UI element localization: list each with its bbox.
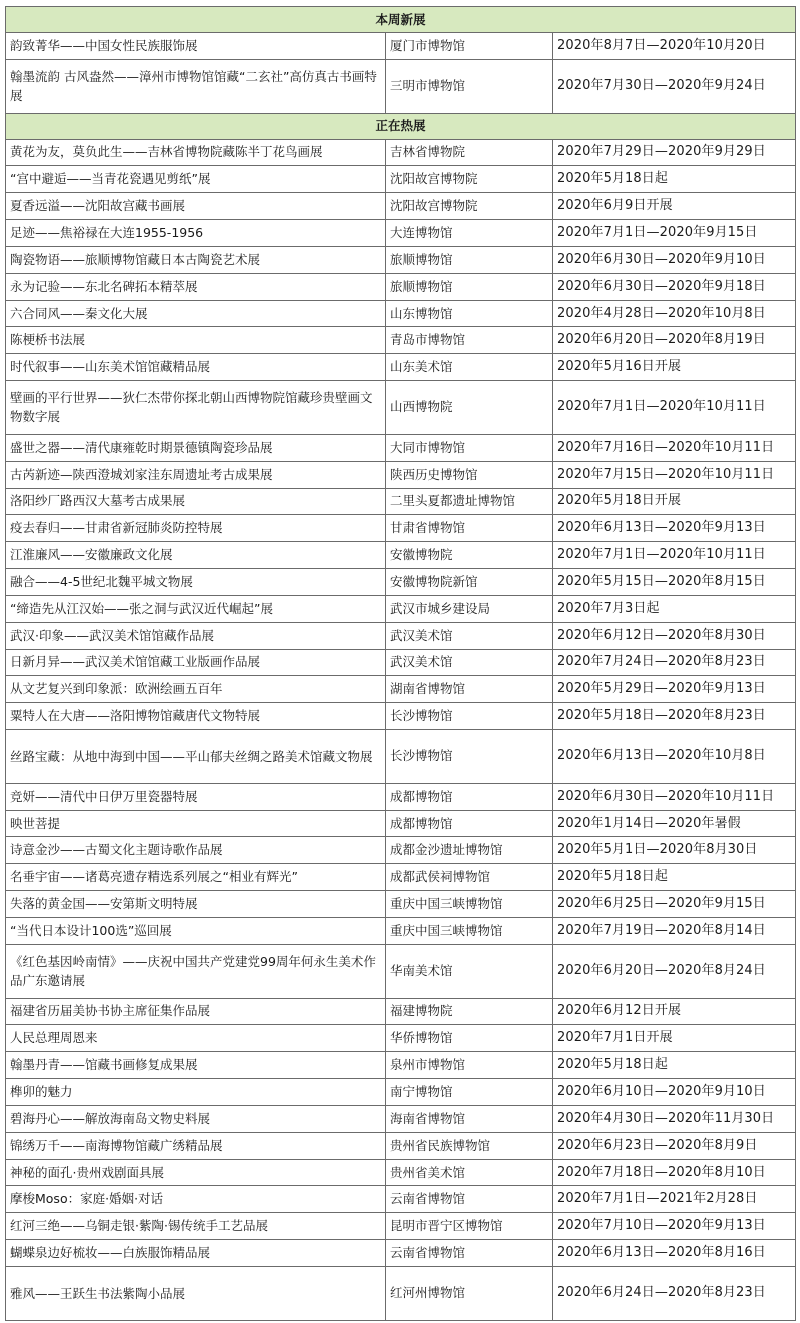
exhibition-name: 韵致菁华——中国女性民族服饰展: [6, 33, 386, 60]
exhibition-name: 福建省历届美协书协主席征集作品展: [6, 998, 386, 1025]
table-row: [6, 1052, 796, 1079]
exhibition-name: 夏香远溢——沈阳故宫藏书画展: [6, 193, 386, 220]
table-row: [6, 1266, 796, 1320]
table-row: [6, 381, 796, 435]
museum-name: 湖南省博物馆: [386, 676, 553, 703]
museum-name: 南宁博物馆: [386, 1079, 553, 1106]
exhibition-date: 2020年5月29日—2020年9月13日: [553, 676, 796, 703]
exhibition-date: 2020年6月13日—2020年8月16日: [553, 1240, 796, 1267]
exhibition-date: 2020年7月1日—2020年10月11日: [553, 542, 796, 569]
exhibition-date: 2020年5月18日开展: [553, 488, 796, 515]
exhibition-date: 2020年7月24日—2020年8月23日: [553, 649, 796, 676]
museum-name: 重庆中国三峡博物馆: [386, 891, 553, 918]
exhibition-date: 2020年7月10日—2020年9月13日: [553, 1213, 796, 1240]
section-header: [6, 7, 796, 33]
table-row: [6, 998, 796, 1025]
museum-name: 沈阳故宫博物院: [386, 166, 553, 193]
exhibition-date: 2020年7月3日起: [553, 595, 796, 622]
museum-name: 成都武侯祠博物馆: [386, 864, 553, 891]
exhibition-name: 丝路宝藏：从地中海到中国——平山郁夫丝绸之路美术馆藏文物展: [6, 730, 386, 784]
museum-name: 长沙博物馆: [386, 703, 553, 730]
exhibition-name: 日新月异——武汉美术馆馆藏工业版画作品展: [6, 649, 386, 676]
museum-name: 成都博物馆: [386, 810, 553, 837]
table-row: [6, 273, 796, 300]
exhibition-date: 2020年6月10日—2020年9月10日: [553, 1079, 796, 1106]
table-row: [6, 918, 796, 945]
exhibition-date: 2020年5月18日起: [553, 166, 796, 193]
museum-name: 华侨博物馆: [386, 1025, 553, 1052]
exhibition-date: 2020年8月7日—2020年10月20日: [553, 33, 796, 60]
museum-name: 安徽博物院: [386, 542, 553, 569]
museum-name: 二里头夏都遗址博物馆: [386, 488, 553, 515]
museum-name: 红河州博物馆: [386, 1266, 553, 1320]
table-row: [6, 166, 796, 193]
exhibition-name: 粟特人在大唐——洛阳博物馆藏唐代文物特展: [6, 703, 386, 730]
table-row: [6, 300, 796, 327]
table-row: [6, 220, 796, 247]
exhibition-name: 翰墨丹青——馆藏书画修复成果展: [6, 1052, 386, 1079]
museum-name: 山东美术馆: [386, 354, 553, 381]
table-row: [6, 1079, 796, 1106]
table-row: [6, 193, 796, 220]
exhibition-name: 盛世之器——清代康雍乾时期景德镇陶瓷珍品展: [6, 434, 386, 461]
museum-name: 武汉美术馆: [386, 649, 553, 676]
exhibition-date: 2020年6月20日—2020年8月24日: [553, 944, 796, 998]
museum-name: 贵州省美术馆: [386, 1159, 553, 1186]
museum-name: 云南省博物馆: [386, 1186, 553, 1213]
exhibition-date: 2020年6月12日—2020年8月30日: [553, 622, 796, 649]
exhibition-name: 永为记验——东北名碑拓本精萃展: [6, 273, 386, 300]
exhibition-name: 映世菩提: [6, 810, 386, 837]
exhibition-date: 2020年4月28日—2020年10月8日: [553, 300, 796, 327]
exhibition-date: 2020年6月30日—2020年10月11日: [553, 783, 796, 810]
exhibition-date: 2020年1月14日—2020年暑假: [553, 810, 796, 837]
table-row: [6, 1105, 796, 1132]
exhibition-date: 2020年7月30日—2020年9月24日: [553, 59, 796, 113]
exhibition-date: 2020年7月1日开展: [553, 1025, 796, 1052]
museum-name: 武汉美术馆: [386, 622, 553, 649]
exhibition-date: 2020年6月30日—2020年9月18日: [553, 273, 796, 300]
table-row: [6, 622, 796, 649]
museum-name: 重庆中国三峡博物馆: [386, 918, 553, 945]
table-row: [6, 783, 796, 810]
exhibition-date: 2020年5月18日起: [553, 864, 796, 891]
exhibition-name: 时代叙事——山东美术馆馆藏精品展: [6, 354, 386, 381]
museum-name: 泉州市博物馆: [386, 1052, 553, 1079]
museum-name: 大连博物馆: [386, 220, 553, 247]
exhibition-name: 竞妍——清代中日伊万里瓷器特展: [6, 783, 386, 810]
exhibition-name: 失落的黄金国——安第斯文明特展: [6, 891, 386, 918]
exhibition-name: 武汉·印象——武汉美术馆馆藏作品展: [6, 622, 386, 649]
table-row: [6, 1132, 796, 1159]
exhibition-name: 人民总理周恩来: [6, 1025, 386, 1052]
exhibition-name: “缔造先从江汉始——张之洞与武汉近代崛起”展: [6, 595, 386, 622]
table-row: [6, 810, 796, 837]
exhibition-name: 从文艺复兴到印象派：欧洲绘画五百年: [6, 676, 386, 703]
exhibition-name: 诗意金沙——古蜀文化主题诗歌作品展: [6, 837, 386, 864]
table-row: [6, 59, 796, 113]
exhibition-name: 《红色基因岭南情》——庆祝中国共产党建党99周年何永生美术作品广东邀请展: [6, 944, 386, 998]
exhibition-name: 融合——4-5世纪北魏平城文物展: [6, 569, 386, 596]
exhibition-name: 壁画的平行世界——狄仁杰带你探北朝山西博物院馆藏珍贵壁画文物数字展: [6, 381, 386, 435]
exhibition-date: 2020年6月30日—2020年9月10日: [553, 246, 796, 273]
exhibition-name: 红河三绝——乌铜走银·紫陶·锡传统手工艺品展: [6, 1213, 386, 1240]
table-row: [6, 139, 796, 166]
exhibition-date: 2020年7月15日—2020年10月11日: [553, 461, 796, 488]
section-title: 正在热展: [6, 113, 796, 139]
table-row: [6, 864, 796, 891]
table-row: [6, 944, 796, 998]
museum-name: 旅顺博物馆: [386, 246, 553, 273]
table-row: [6, 676, 796, 703]
exhibition-date: 2020年6月20日—2020年8月19日: [553, 327, 796, 354]
museum-name: 贵州省民族博物馆: [386, 1132, 553, 1159]
table-row: [6, 542, 796, 569]
exhibition-name: 摩梭Moso：家庭·婚姻·对话: [6, 1186, 386, 1213]
exhibition-name: 蝴蝶泉边好梳妆——白族服饰精品展: [6, 1240, 386, 1267]
exhibition-date: 2020年7月1日—2021年2月28日: [553, 1186, 796, 1213]
exhibition-date: 2020年5月18日起: [553, 1052, 796, 1079]
museum-name: 旅顺博物馆: [386, 273, 553, 300]
table-row: [6, 1025, 796, 1052]
table-row: [6, 891, 796, 918]
exhibition-name: 陈梗桥书法展: [6, 327, 386, 354]
table-row: [6, 461, 796, 488]
exhibition-name: 陶瓷物语——旅顺博物馆藏日本古陶瓷艺术展: [6, 246, 386, 273]
museum-name: 厦门市博物馆: [386, 33, 553, 60]
exhibition-table: [5, 6, 795, 1321]
exhibition-date: 2020年5月15日—2020年8月15日: [553, 569, 796, 596]
museum-name: 安徽博物院新馆: [386, 569, 553, 596]
table-row: [6, 1159, 796, 1186]
museum-name: 山西博物院: [386, 381, 553, 435]
museum-name: 大同市博物馆: [386, 434, 553, 461]
section-header: [6, 113, 796, 139]
exhibition-date: 2020年6月23日—2020年8月9日: [553, 1132, 796, 1159]
table-row: [6, 1213, 796, 1240]
table-row: [6, 434, 796, 461]
museum-name: 武汉市城乡建设局: [386, 595, 553, 622]
exhibition-name: “当代日本设计100选”巡回展: [6, 918, 386, 945]
exhibition-name: 足迹——焦裕禄在大连1955-1956: [6, 220, 386, 247]
table-row: [6, 33, 796, 60]
exhibition-name: 疫去春归——甘肃省新冠肺炎防控特展: [6, 515, 386, 542]
table-row: [6, 488, 796, 515]
exhibition-name: 六合同风——秦文化大展: [6, 300, 386, 327]
museum-name: 长沙博物馆: [386, 730, 553, 784]
exhibition-name: 榫卯的魅力: [6, 1079, 386, 1106]
exhibition-date: 2020年5月18日—2020年8月23日: [553, 703, 796, 730]
exhibition-name: 雅风——王跃生书法紫陶小品展: [6, 1266, 386, 1320]
exhibition-date: 2020年7月1日—2020年10月11日: [553, 381, 796, 435]
museum-name: 青岛市博物馆: [386, 327, 553, 354]
table-row: [6, 569, 796, 596]
exhibition-date: 2020年7月1日—2020年9月15日: [553, 220, 796, 247]
museum-name: 山东博物馆: [386, 300, 553, 327]
exhibition-date: 2020年5月1日—2020年8月30日: [553, 837, 796, 864]
exhibition-date: 2020年6月9日开展: [553, 193, 796, 220]
exhibition-name: 名垂宇宙——诸葛亮遗存精选系列展之“相业有辉光”: [6, 864, 386, 891]
exhibition-name: 碧海丹心——解放海南岛文物史料展: [6, 1105, 386, 1132]
table-row: [6, 1240, 796, 1267]
museum-name: 甘肃省博物馆: [386, 515, 553, 542]
table-row: [6, 354, 796, 381]
table-row: [6, 703, 796, 730]
museum-name: 吉林省博物院: [386, 139, 553, 166]
exhibition-date: 2020年6月12日开展: [553, 998, 796, 1025]
section-title: 本周新展: [6, 7, 796, 33]
exhibition-date: 2020年6月13日—2020年9月13日: [553, 515, 796, 542]
exhibition-name: 锦绣万千——南海博物馆藏广绣精品展: [6, 1132, 386, 1159]
exhibition-name: 神秘的面孔·贵州戏剧面具展: [6, 1159, 386, 1186]
museum-name: 三明市博物馆: [386, 59, 553, 113]
exhibition-date: 2020年6月25日—2020年9月15日: [553, 891, 796, 918]
museum-name: 成都金沙遗址博物馆: [386, 837, 553, 864]
table-row: [6, 515, 796, 542]
exhibition-name: 翰墨流韵 古风盎然——漳州市博物馆馆藏“二玄社”高仿真古书画特展: [6, 59, 386, 113]
exhibition-name: 古芮新迹—陕西澄城刘家洼东周遗址考古成果展: [6, 461, 386, 488]
museum-name: 海南省博物馆: [386, 1105, 553, 1132]
table-row: [6, 1186, 796, 1213]
exhibition-date: 2020年7月19日—2020年8月14日: [553, 918, 796, 945]
exhibition-date: 2020年7月16日—2020年10月11日: [553, 434, 796, 461]
exhibition-name: “宫中避逅——当青花瓷遇见剪纸”展: [6, 166, 386, 193]
exhibition-name: 江淮廉风——安徽廉政文化展: [6, 542, 386, 569]
table-row: [6, 327, 796, 354]
table-row: [6, 246, 796, 273]
exhibition-date: 2020年6月13日—2020年10月8日: [553, 730, 796, 784]
museum-name: 沈阳故宫博物院: [386, 193, 553, 220]
table-row: [6, 649, 796, 676]
exhibition-date: 2020年4月30日—2020年11月30日: [553, 1105, 796, 1132]
museum-name: 华南美术馆: [386, 944, 553, 998]
exhibition-name: 黄花为友，莫负此生——吉林省博物院藏陈半丁花鸟画展: [6, 139, 386, 166]
table-row: [6, 730, 796, 784]
museum-name: 成都博物馆: [386, 783, 553, 810]
museum-name: 福建博物院: [386, 998, 553, 1025]
museum-name: 昆明市晋宁区博物馆: [386, 1213, 553, 1240]
table-row: [6, 837, 796, 864]
exhibition-date: 2020年6月24日—2020年8月23日: [553, 1266, 796, 1320]
exhibition-name: 洛阳纱厂路西汉大墓考古成果展: [6, 488, 386, 515]
exhibition-date: 2020年5月16日开展: [553, 354, 796, 381]
museum-name: 陕西历史博物馆: [386, 461, 553, 488]
exhibition-date: 2020年7月29日—2020年9月29日: [553, 139, 796, 166]
exhibition-date: 2020年7月18日—2020年8月10日: [553, 1159, 796, 1186]
table-row: [6, 595, 796, 622]
museum-name: 云南省博物馆: [386, 1240, 553, 1267]
